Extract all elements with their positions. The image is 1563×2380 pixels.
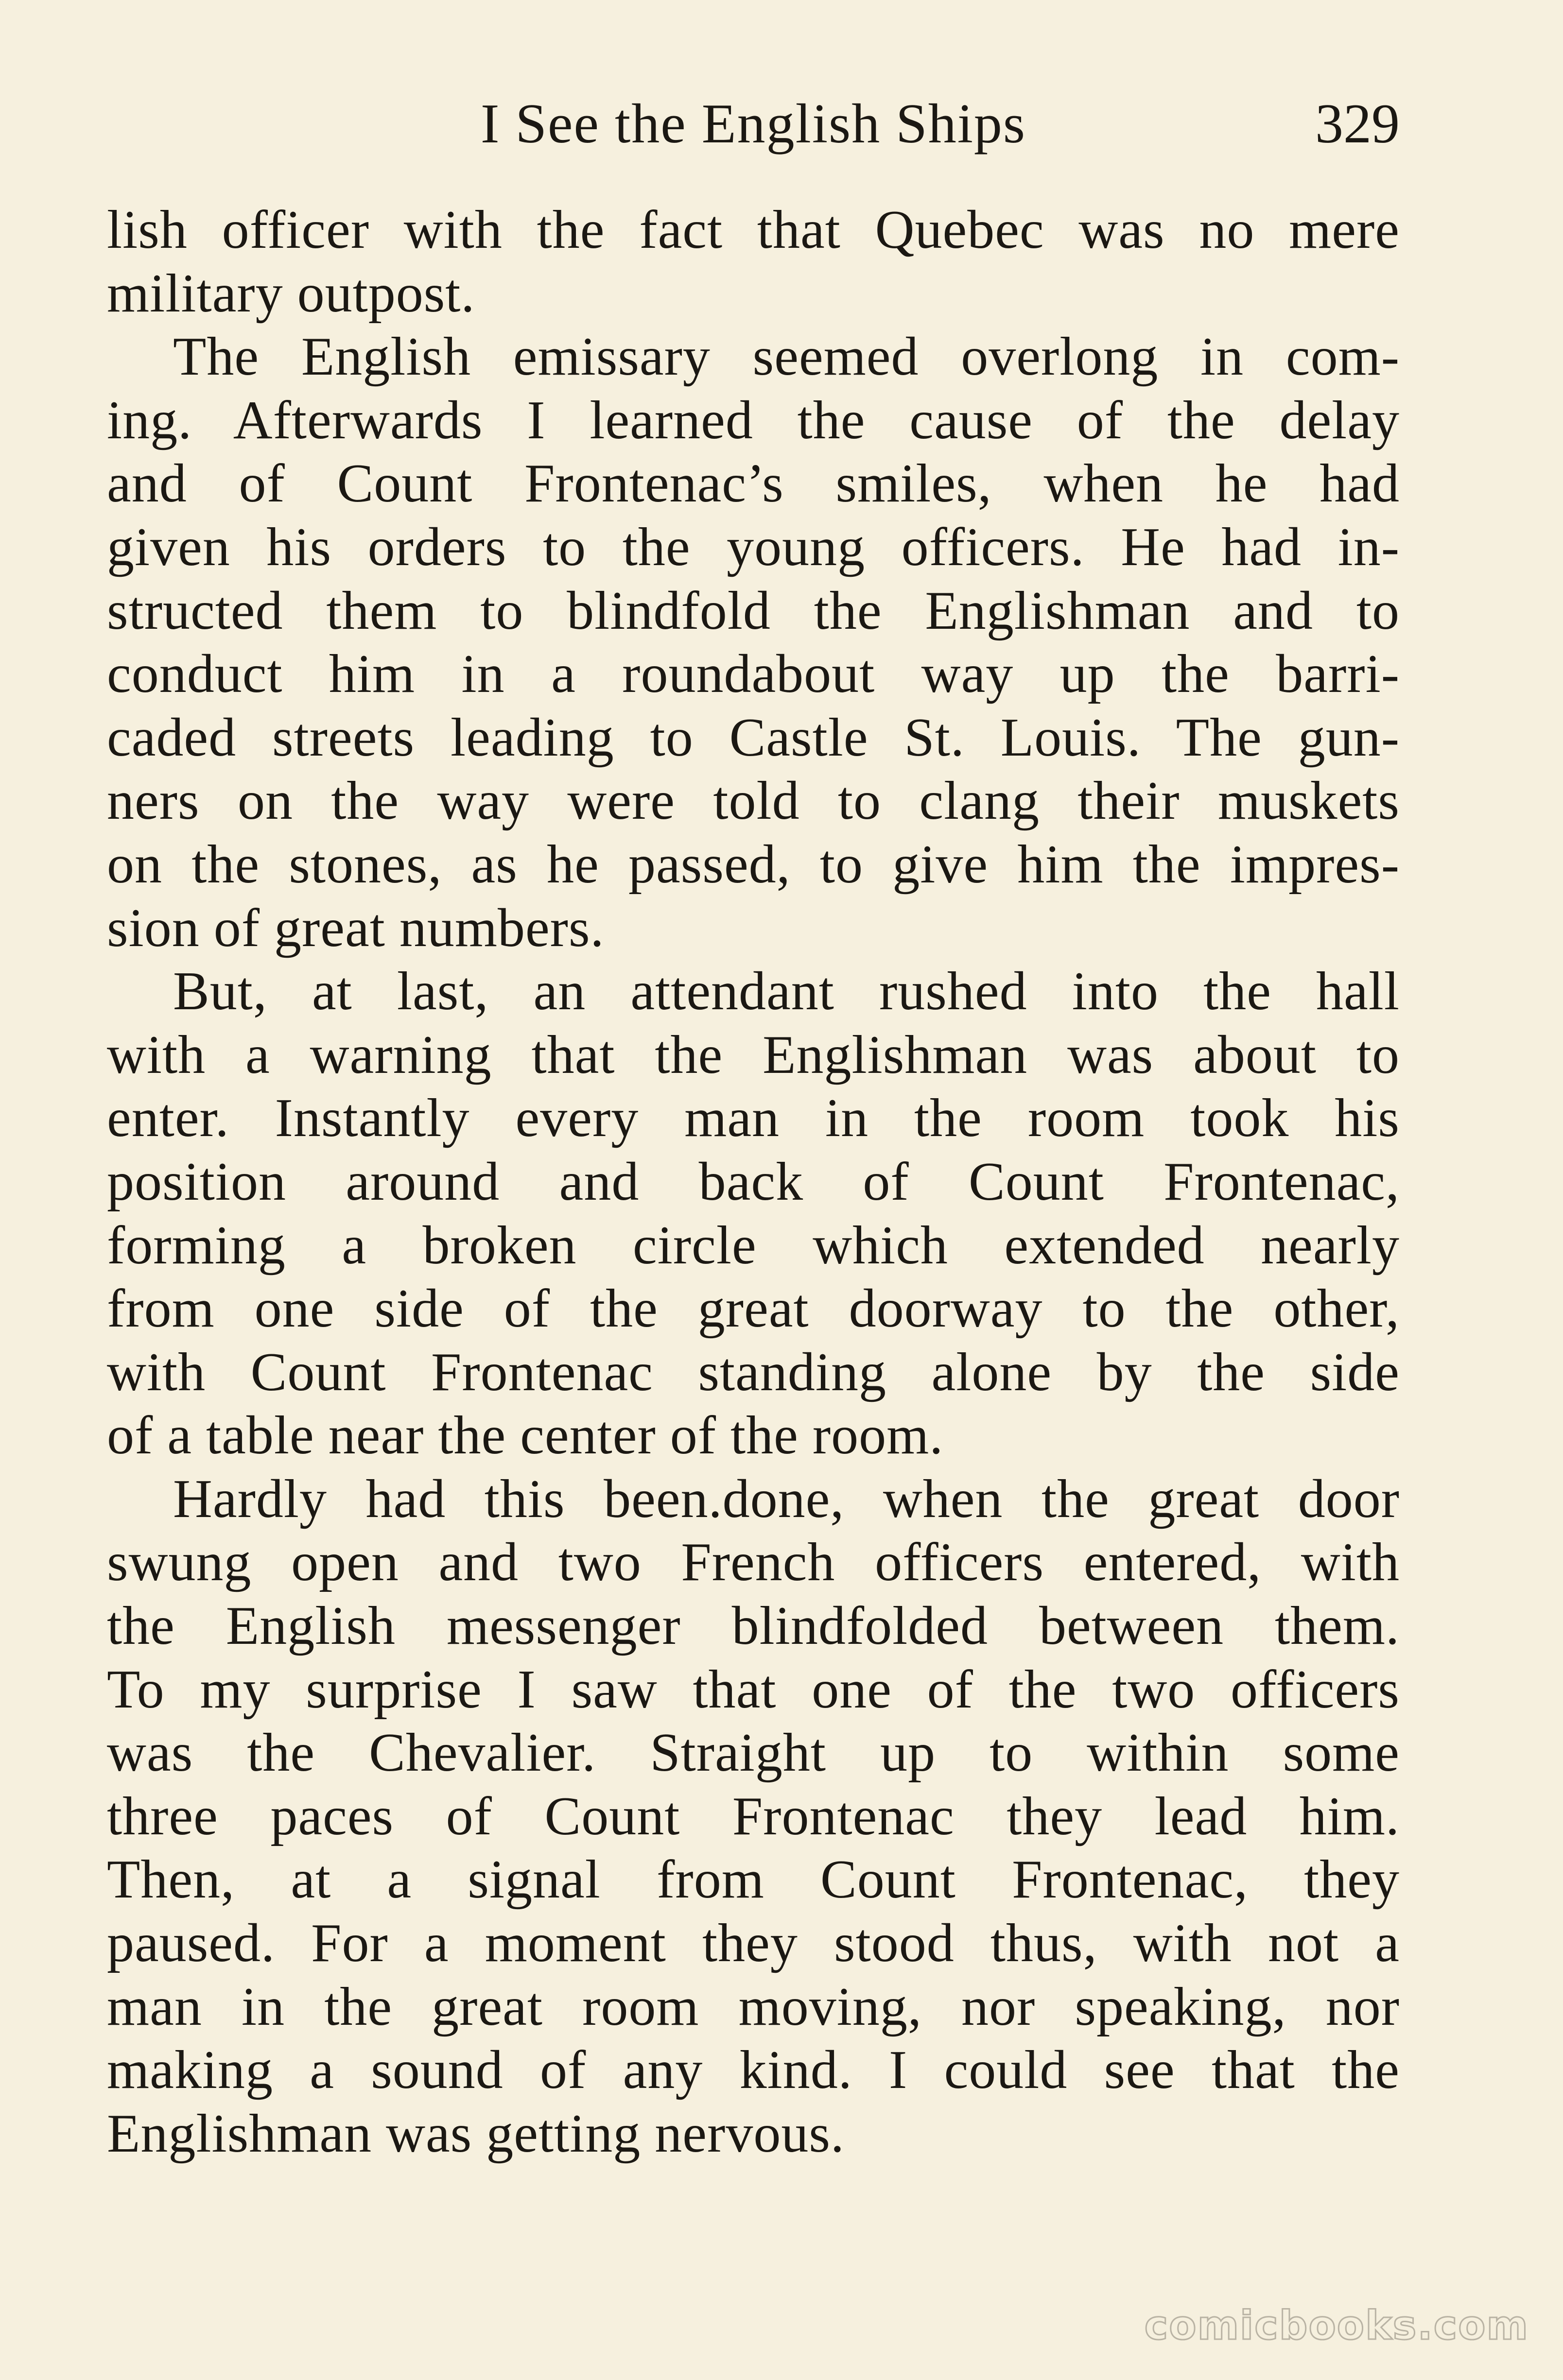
text-line: lish officer with the fact that Quebec was no mere [107, 200, 1400, 260]
text-line: Englishman was getting nervous. [107, 2103, 845, 2164]
watermark: comicbooks.com [1144, 2303, 1529, 2349]
text-line: structed them to blindfold the Englishman and to [107, 580, 1400, 641]
text-line: The English emissary seemed overlong in com- [173, 327, 1400, 387]
text-line: ners on the way were told to clang their muskets [107, 771, 1400, 831]
text-line: swung open and two French officers entered, with [107, 1532, 1400, 1593]
text-line: from one side of the great doorway to the other, [107, 1278, 1400, 1339]
text-line: forming a broken circle which extended nearly [107, 1215, 1400, 1276]
text-line: paused. For a moment they stood thus, with not a [107, 1913, 1400, 1974]
text-line: given his orders to the young officers. He had in- [107, 517, 1400, 577]
page-header [107, 87, 1400, 160]
text-line: on the stones, as he passed, to give him the impres- [107, 834, 1400, 895]
text-line: making a sound of any kind. I could see that the [107, 2040, 1400, 2101]
text-line: ing. Afterwards I learned the cause of the delay [107, 390, 1400, 450]
text-line: position around and back of Count Frontenac, [107, 1151, 1400, 1212]
text-line: conduct him in a roundabout way up the barri- [107, 644, 1400, 705]
text-line: Hardly had this been.done, when the great door [173, 1468, 1400, 1529]
text-line: military outpost. [107, 263, 475, 324]
text-line: was the Chevalier. Straight up to within some [107, 1723, 1400, 1783]
text-line: of a table near the center of the room. [107, 1405, 944, 1466]
page-number: 329 [1315, 93, 1400, 155]
text-line: But, at last, an attendant rushed into the hall [173, 961, 1400, 1022]
text-line: and of Count Frontenac’s smiles, when he had [107, 453, 1400, 514]
running-title: I See the English Ships [480, 93, 1026, 155]
text-line: Then, at a signal from Count Frontenac, they [107, 1849, 1400, 1910]
text-line: with Count Frontenac standing alone by the side [107, 1342, 1400, 1402]
text-line: To my surprise I saw that one of the two officers [107, 1659, 1400, 1720]
body-text [107, 198, 1400, 2165]
text-line: enter. Instantly every man in the room took his [107, 1088, 1400, 1149]
text-line: man in the great room moving, nor speaking, nor [107, 1976, 1400, 2037]
text-line: three paces of Count Frontenac they lead him. [107, 1786, 1400, 1846]
text-line: the English messenger blindfolded between them. [107, 1596, 1400, 1656]
text-line: caded streets leading to Castle St. Louis. The gun- [107, 707, 1400, 768]
text-line: sion of great numbers. [107, 897, 605, 958]
text-line: with a warning that the Englishman was about to [107, 1024, 1400, 1085]
